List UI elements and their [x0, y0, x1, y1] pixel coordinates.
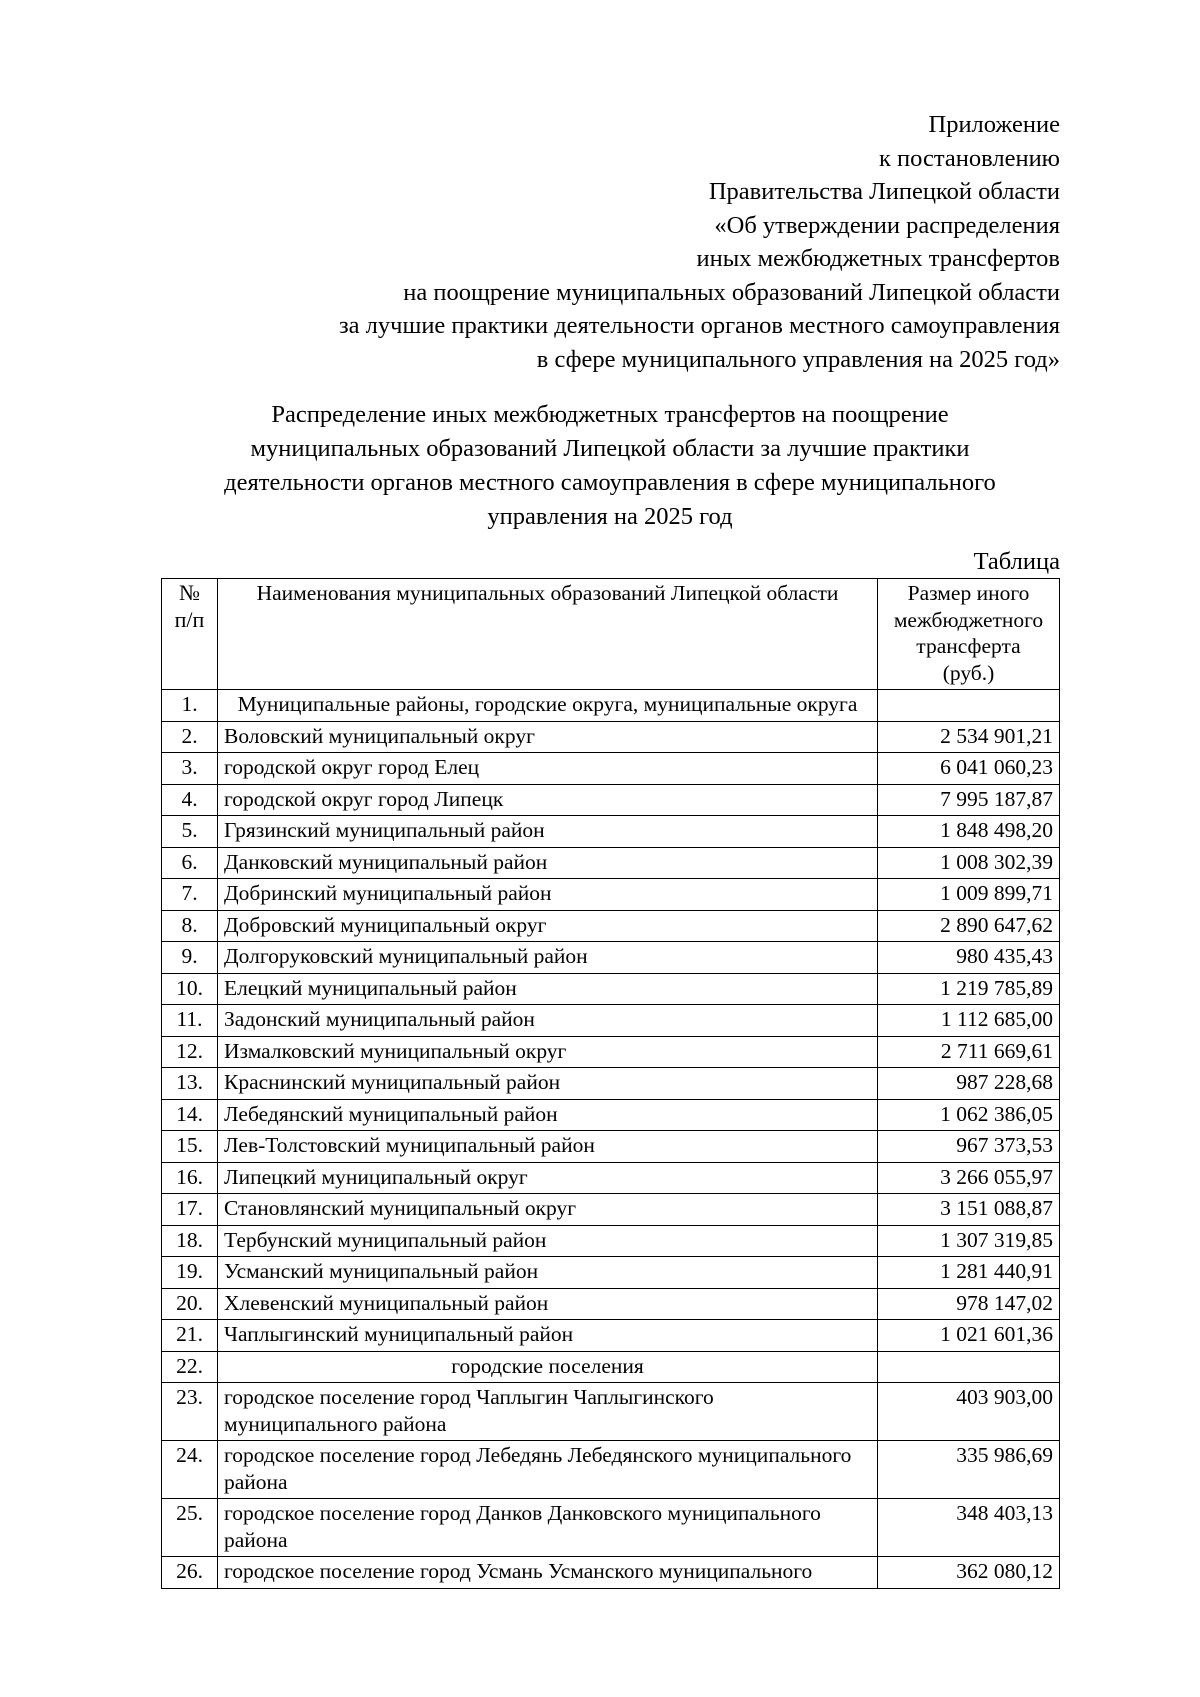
column-header-amount-line-1: Размер иного	[907, 581, 1030, 605]
table-row	[162, 1320, 1060, 1352]
row-municipality-cell: Усманский муниципальный район	[218, 1257, 878, 1289]
row-municipality-cell: Добринский муниципальный район	[218, 879, 878, 911]
table-row	[162, 942, 1060, 974]
row-municipality-cell: Чаплыгинский муниципальный район	[218, 1320, 878, 1352]
table-row	[162, 1131, 1060, 1163]
row-section-label-cell: городские поселения	[218, 1351, 878, 1383]
document-title	[160, 398, 1060, 534]
row-amount-cell: 1 219 785,89	[878, 973, 1060, 1005]
document-title-line-1: Распределение иных межбюджетных трансфертов на поощрение	[271, 401, 949, 428]
row-amount-cell: 978 147,02	[878, 1288, 1060, 1320]
row-number-cell: 6.	[162, 847, 218, 879]
table-caption: Таблица	[973, 548, 1060, 575]
row-amount-cell: 2 711 669,61	[878, 1036, 1060, 1068]
appendix-header	[300, 108, 1060, 376]
row-number-cell: 12.	[162, 1036, 218, 1068]
row-number-cell: 16.	[162, 1162, 218, 1194]
appendix-line-3: Правительства Липецкой области	[708, 178, 1060, 205]
row-amount-cell: 1 008 302,39	[878, 847, 1060, 879]
column-header-amount-line-2: межбюджетного	[893, 607, 1044, 632]
appendix-line-1: Приложение	[928, 111, 1060, 138]
row-section-label-cell: Муниципальные районы, городские округа, муниципальные округа	[218, 690, 878, 722]
row-number-cell: 24.	[162, 1441, 218, 1499]
document-title-line-2: муниципальных образований Липецкой области за лучшие практики	[250, 435, 970, 462]
row-amount-cell: 1 062 386,05	[878, 1099, 1060, 1131]
row-number-cell: 25.	[162, 1499, 218, 1557]
row-municipality-cell: городское поселение город Лебедянь Лебедянского муниципального района	[218, 1441, 878, 1499]
table-row	[162, 1257, 1060, 1289]
row-number-cell: 26.	[162, 1557, 218, 1589]
row-number-cell: 18.	[162, 1225, 218, 1257]
table-row	[162, 1162, 1060, 1194]
row-amount-cell: 1 021 601,36	[878, 1320, 1060, 1352]
row-amount-cell: 1 307 319,85	[878, 1225, 1060, 1257]
row-amount-cell: 2 890 647,62	[878, 910, 1060, 942]
row-amount-cell: 1 281 440,91	[878, 1257, 1060, 1289]
row-number-cell: 3.	[162, 753, 218, 785]
row-amount-cell: 987 228,68	[878, 1068, 1060, 1100]
row-amount-cell: 348 403,13	[878, 1499, 1060, 1557]
table-row	[162, 816, 1060, 848]
table-row	[162, 1441, 1060, 1499]
row-municipality-cell: городской округ город Липецк	[218, 784, 878, 816]
appendix-line-2: к постановлению	[879, 144, 1060, 172]
row-number-cell: 1.	[162, 690, 218, 722]
row-number-cell: 5.	[162, 816, 218, 848]
document-title-line-3: деятельности органов местного самоуправления в сфере муниципального	[224, 469, 996, 496]
row-number-cell: 4.	[162, 784, 218, 816]
row-amount-cell: 335 986,69	[878, 1441, 1060, 1499]
table-row	[162, 1036, 1060, 1068]
row-amount-cell: 2 534 901,21	[878, 721, 1060, 753]
row-amount-cell: 7 995 187,87	[878, 784, 1060, 816]
row-municipality-cell: Воловский муниципальный округ	[218, 721, 878, 753]
appendix-line-5: иных межбюджетных трансфертов	[696, 245, 1060, 272]
row-number-cell: 11.	[162, 1005, 218, 1037]
distribution-table	[161, 578, 1060, 1589]
table-row	[162, 1351, 1060, 1383]
row-municipality-cell: Тербунский муниципальный район	[218, 1225, 878, 1257]
row-number-cell: 19.	[162, 1257, 218, 1289]
column-header-number	[162, 579, 218, 690]
table-row	[162, 1499, 1060, 1557]
table-header-row	[162, 579, 1060, 690]
column-header-amount-line-4: (руб.)	[942, 660, 995, 685]
row-municipality-cell: Лев-Толстовский муниципальный район	[218, 1131, 878, 1163]
row-number-cell: 2.	[162, 721, 218, 753]
row-municipality-cell: Долгоруковский муниципальный район	[218, 942, 878, 974]
column-header-number-line-1: №	[179, 580, 200, 605]
row-number-cell: 21.	[162, 1320, 218, 1352]
appendix-line-7: за лучшие практики деятельности органов местного самоуправления	[338, 312, 1060, 339]
table-header	[162, 579, 1060, 690]
column-header-amount-line-3: трансферта	[916, 634, 1021, 658]
row-amount-cell: 3 266 055,97	[878, 1162, 1060, 1194]
row-municipality-cell: Измалковский муниципальный округ	[218, 1036, 878, 1068]
row-municipality-cell: Елецкий муниципальный район	[218, 973, 878, 1005]
table-row	[162, 1194, 1060, 1226]
column-header-number-line-2: п/п	[174, 606, 205, 632]
table-row	[162, 753, 1060, 785]
row-amount-cell: 362 080,12	[878, 1557, 1060, 1589]
row-municipality-cell: городское поселение город Чаплыгин Чаплыгинского муниципального района	[218, 1383, 878, 1441]
table-row	[162, 1068, 1060, 1100]
appendix-line-4: «Об утверждении распределения	[714, 211, 1060, 239]
row-number-cell: 10.	[162, 973, 218, 1005]
row-number-cell: 14.	[162, 1099, 218, 1131]
row-number-cell: 22.	[162, 1351, 218, 1383]
row-amount-cell: 6 041 060,23	[878, 753, 1060, 785]
table-row	[162, 847, 1060, 879]
column-header-name: Наименования муниципальных образований Липецкой области	[218, 579, 878, 690]
row-municipality-cell: городской округ город Елец	[218, 753, 878, 785]
table-row	[162, 1557, 1060, 1589]
row-number-cell: 20.	[162, 1288, 218, 1320]
row-number-cell: 9.	[162, 942, 218, 974]
row-number-cell: 7.	[162, 879, 218, 911]
appendix-line-6: на поощрение муниципальных образований Липецкой области	[403, 278, 1060, 306]
row-number-cell: 17.	[162, 1194, 218, 1226]
row-amount-cell	[878, 690, 1060, 722]
row-amount-cell	[878, 1351, 1060, 1383]
row-municipality-cell: Данковский муниципальный район	[218, 847, 878, 879]
row-municipality-cell: Грязинский муниципальный район	[218, 816, 878, 848]
row-amount-cell: 1 112 685,00	[878, 1005, 1060, 1037]
table-row	[162, 1225, 1060, 1257]
row-municipality-cell: Краснинский муниципальный район	[218, 1068, 878, 1100]
table-row	[162, 1383, 1060, 1441]
table-row	[162, 879, 1060, 911]
table-row	[162, 1005, 1060, 1037]
row-amount-cell: 3 151 088,87	[878, 1194, 1060, 1226]
row-amount-cell: 1 009 899,71	[878, 879, 1060, 911]
row-municipality-cell: Лебедянский муниципальный район	[218, 1099, 878, 1131]
row-municipality-cell: городское поселение город Данков Данковского муниципального района	[218, 1499, 878, 1557]
row-amount-cell: 1 848 498,20	[878, 816, 1060, 848]
table-row	[162, 690, 1060, 722]
row-municipality-cell: Хлевенский муниципальный район	[218, 1288, 878, 1320]
table-row	[162, 784, 1060, 816]
table-row	[162, 1288, 1060, 1320]
appendix-line-8: в сфере муниципального управления на 2025 год»	[536, 345, 1060, 373]
document-title-line-4: управления на 2025 год	[487, 503, 733, 530]
row-number-cell: 23.	[162, 1383, 218, 1441]
row-municipality-cell: городское поселение город Усмань Усманского муниципального	[218, 1557, 878, 1589]
table-row	[162, 1099, 1060, 1131]
table-row	[162, 910, 1060, 942]
row-amount-cell: 403 903,00	[878, 1383, 1060, 1441]
row-number-cell: 8.	[162, 910, 218, 942]
row-municipality-cell: Становлянский муниципальный округ	[218, 1194, 878, 1226]
table-row	[162, 721, 1060, 753]
row-number-cell: 13.	[162, 1068, 218, 1100]
table-row	[162, 973, 1060, 1005]
row-municipality-cell: Липецкий муниципальный округ	[218, 1162, 878, 1194]
row-amount-cell: 967 373,53	[878, 1131, 1060, 1163]
row-municipality-cell: Задонский муниципальный район	[218, 1005, 878, 1037]
table-body	[162, 690, 1060, 1589]
column-header-amount	[878, 579, 1060, 690]
row-municipality-cell: Добровский муниципальный округ	[218, 910, 878, 942]
row-amount-cell: 980 435,43	[878, 942, 1060, 974]
row-number-cell: 15.	[162, 1131, 218, 1163]
